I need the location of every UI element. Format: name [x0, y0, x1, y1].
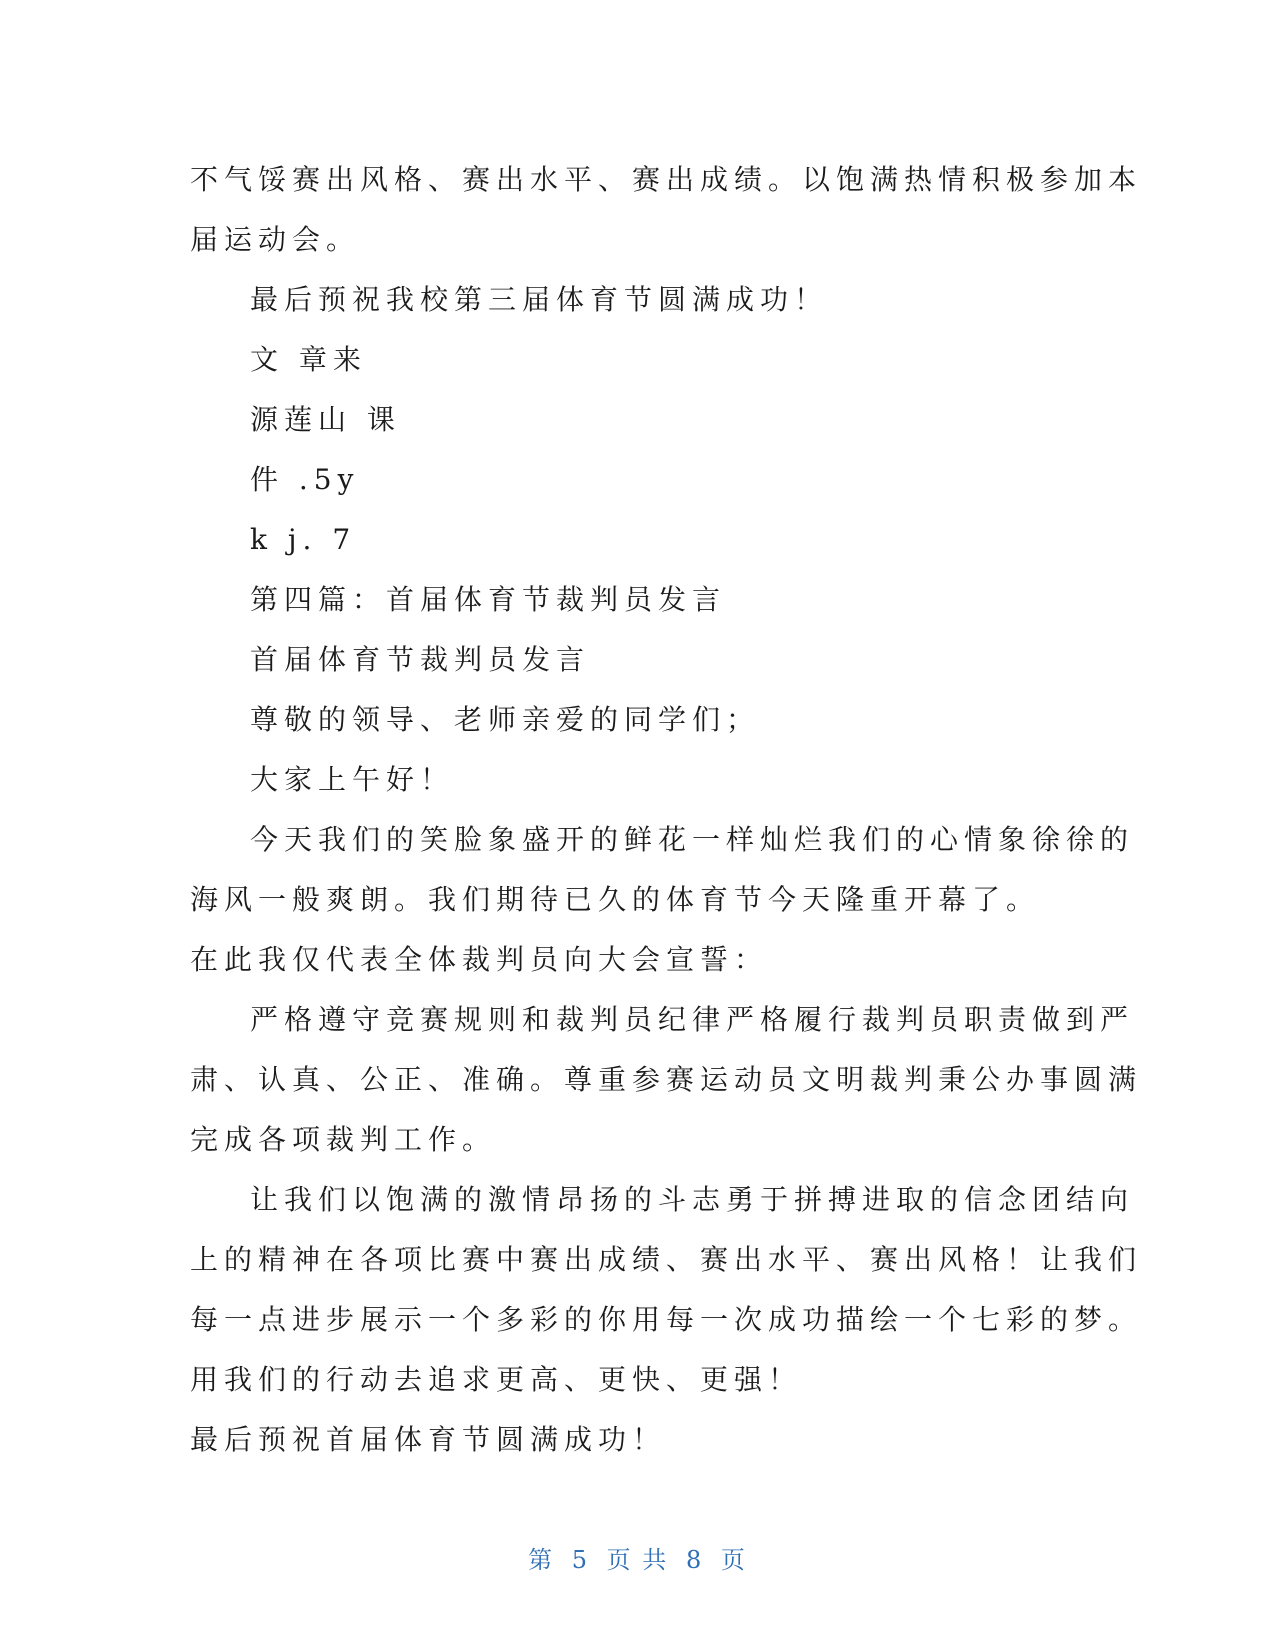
text-line: 在此我仅代表全体裁判员向大会宣誓：	[190, 943, 769, 976]
footer-prefix: 第	[528, 1546, 555, 1574]
text-line: 源莲山 课	[250, 403, 401, 436]
text-line: 上的精神在各项比赛中赛出成绩、赛出水平、赛出风格！让我们	[190, 1243, 1143, 1276]
text-line: 肃、认真、公正、准确。尊重参赛运动员文明裁判秉公办事圆满	[190, 1063, 1143, 1096]
text-line: 不气馁赛出风格、赛出水平、赛出成绩。以饱满热情积极参加本	[190, 163, 1143, 196]
footer-middle: 页 共	[606, 1546, 669, 1574]
page-number-total: 8	[685, 1546, 704, 1574]
text-line: 届运动会。	[190, 223, 361, 256]
text-line: 件 .5y	[250, 463, 360, 496]
text-line: 完成各项裁判工作。	[190, 1123, 497, 1156]
document-body	[190, 150, 1143, 1470]
text-line: 今天我们的笑脸象盛开的鲜花一样灿烂我们的心情象徐徐的	[250, 823, 1135, 856]
text-line: 用我们的行动去追求更高、更快、更强！	[190, 1363, 803, 1396]
footer-suffix: 页	[720, 1546, 747, 1574]
closing-line: 最后预祝首届体育节圆满成功！	[190, 1423, 667, 1456]
page-footer	[0, 1540, 1275, 1575]
text-line: 让我们以饱满的激情昂扬的斗志勇于拼搏进取的信念团结向	[250, 1183, 1135, 1216]
text-line: 最后预祝我校第三届体育节圆满成功！	[250, 283, 829, 316]
speech-title: 首届体育节裁判员发言	[250, 643, 591, 676]
text-line: 海风一般爽朗。我们期待已久的体育节今天隆重开幕了。	[190, 883, 1041, 916]
greeting: 大家上午好！	[250, 763, 455, 796]
page-number-current: 5	[571, 1546, 590, 1574]
section-heading: 第四篇：首届体育节裁判员发言	[250, 583, 727, 616]
text-line: 文 章来	[250, 343, 367, 376]
salutation: 尊敬的领导、老师亲爱的同学们；	[250, 703, 761, 736]
text-line: 每一点进步展示一个多彩的你用每一次成功描绘一个七彩的梦。	[190, 1303, 1143, 1336]
text-line: 严格遵守竞赛规则和裁判员纪律严格履行裁判员职责做到严	[250, 1003, 1135, 1036]
text-line: k j. 7	[250, 523, 357, 556]
